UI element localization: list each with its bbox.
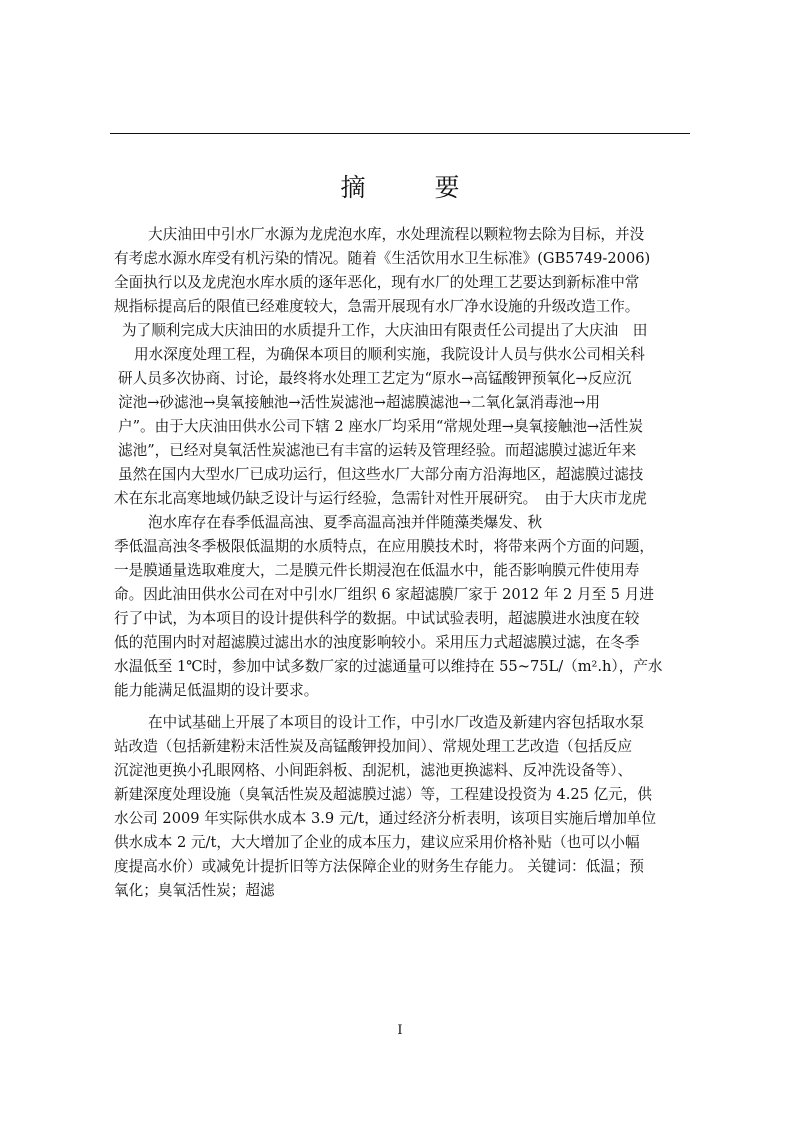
paragraph-2-line-7: 虽然在国内大型水厂已成功运行，但这些水厂大部分南方沿海地区，超滤膜过滤技 [118,466,644,483]
paragraph-3-line-2: 站改造（包括新建粉末活性炭及高锰酸钾投加间）、常规处理工艺改造（包括反应 [114,738,633,755]
paragraph-2-line-5: 户”。由于大庆油田供水公司下辖 2 座水厂均采用“常规处理→臭氧接触池→活性炭 [118,418,643,435]
paragraph-2-line-11: 一是膜通量选取难度大，二是膜元件长期浸泡在低温水中，能否影响膜元件使用寿 [114,562,640,579]
paragraph-2-line-1: 为了顺利完成大庆油田的水质提升工作，大庆油田有限责任公司提出了大庆油 田 [122,322,648,339]
paragraph-1-line-1: 大庆油田中引水厂水源为龙虎泡水库，水处理流程以颗粒物去除为目标，并没 [148,226,645,243]
paragraph-3-line-5: 水公司 2009 年实际供水成本 3.9 元/t，通过经济分析表明，该项目实施后增加单位 [114,810,657,827]
paragraph-2-line-9: 泡水库存在春季低温高浊、夏季高温高浊并伴随藻类爆发、秋 [148,514,543,531]
paragraph-3-line-3: 沉淀池更换小孔眼网格、小间距斜板、刮泥机，滤池更换滤料、反冲洗设备等）、 [114,762,633,779]
header-rule [110,133,690,134]
paragraph-2-line-14: 低的范围内时对超滤膜过滤出水的浊度影响较小。采用压力式超滤膜过滤，在冬季 [114,634,640,651]
paragraph-2-line-3: 研人员多次协商、讨论，最终将水处理工艺定为“原水→高锰酸钾预氧化→反应沉 [118,370,632,387]
paragraph-2-line-6: 滤池”，已经对臭氧活性炭滤池已有丰富的运转及管理经验。而超滤膜过滤近年来 [118,442,637,459]
paragraph-3-line-8: 氧化；臭氧活性炭；超滤 [114,882,275,899]
paragraph-3-line-1: 在中试基础上开展了本项目的设计工作，中引水厂改造及新建内容包括取水泵 [148,714,645,731]
paragraph-3-line-4: 新建深度处理设施（臭氧活性炭及超滤膜过滤）等，工程建设投资为 4.25 亿元，供 [114,786,652,803]
paragraph-1-line-3: 全面执行以及龙虎泡水库水质的逐年恶化，现有水厂的处理工艺要达到新标准中常 [114,274,640,291]
paragraph-1-line-4: 规指标提高后的限值已经难度较大，急需开展现有水厂净水设施的升级改造工作。 [114,298,640,315]
paragraph-2-line-2: 用水深度处理工程，为确保本项目的顺利实施，我院设计人员与供水公司相关科 [134,346,645,363]
paragraph-2-line-13: 行了中试，为本项目的设计提供科学的数据。中试试验表明，超滤膜进水浊度在较 [114,610,640,627]
paragraph-3-line-7: 度提高水价）或减免计提折旧等方法保障企业的财务生存能力。 关键词：低温；预 [114,858,645,875]
paragraph-2-line-16: 能力能满足低温期的设计要求。 [114,682,319,699]
paragraph-1-line-2: 有考虑水源水库受有机污染的情况。随着《生活饮用水卫生标准》(GB5749-2006) [114,250,651,267]
paragraph-3-line-6: 供水成本 2 元/t，大大增加了企业的成本压力，建议应采用价格补贴（也可以小幅 [114,834,640,851]
paragraph-2-line-8: 术在东北高寒地域仍缺乏设计与运行经验，急需针对性开展研究。 由于大庆市龙虎 [114,490,647,507]
page-number: I [397,1023,403,1038]
paragraph-2-line-12: 命。因此油田供水公司在对中引水厂组织 6 家超滤膜厂家于 2012 年 2 月至 5 月进 [114,586,654,603]
paragraph-2-line-4: 淀池→砂滤池→臭氧接触池→活性炭滤池→超滤膜滤池→二氧化氯消毒池→用 [118,394,600,411]
abstract-title: 摘 要 [340,173,482,202]
paragraph-2-line-10: 季低温高浊冬季极限低温期的水质特点，在应用膜技术时，将带来两个方面的问题， [114,538,654,555]
paragraph-2-line-15: 水温低至 1℃时，参加中试多数厂家的过滤通量可以维持在 55~75L/（m².h），产水 [114,658,663,675]
